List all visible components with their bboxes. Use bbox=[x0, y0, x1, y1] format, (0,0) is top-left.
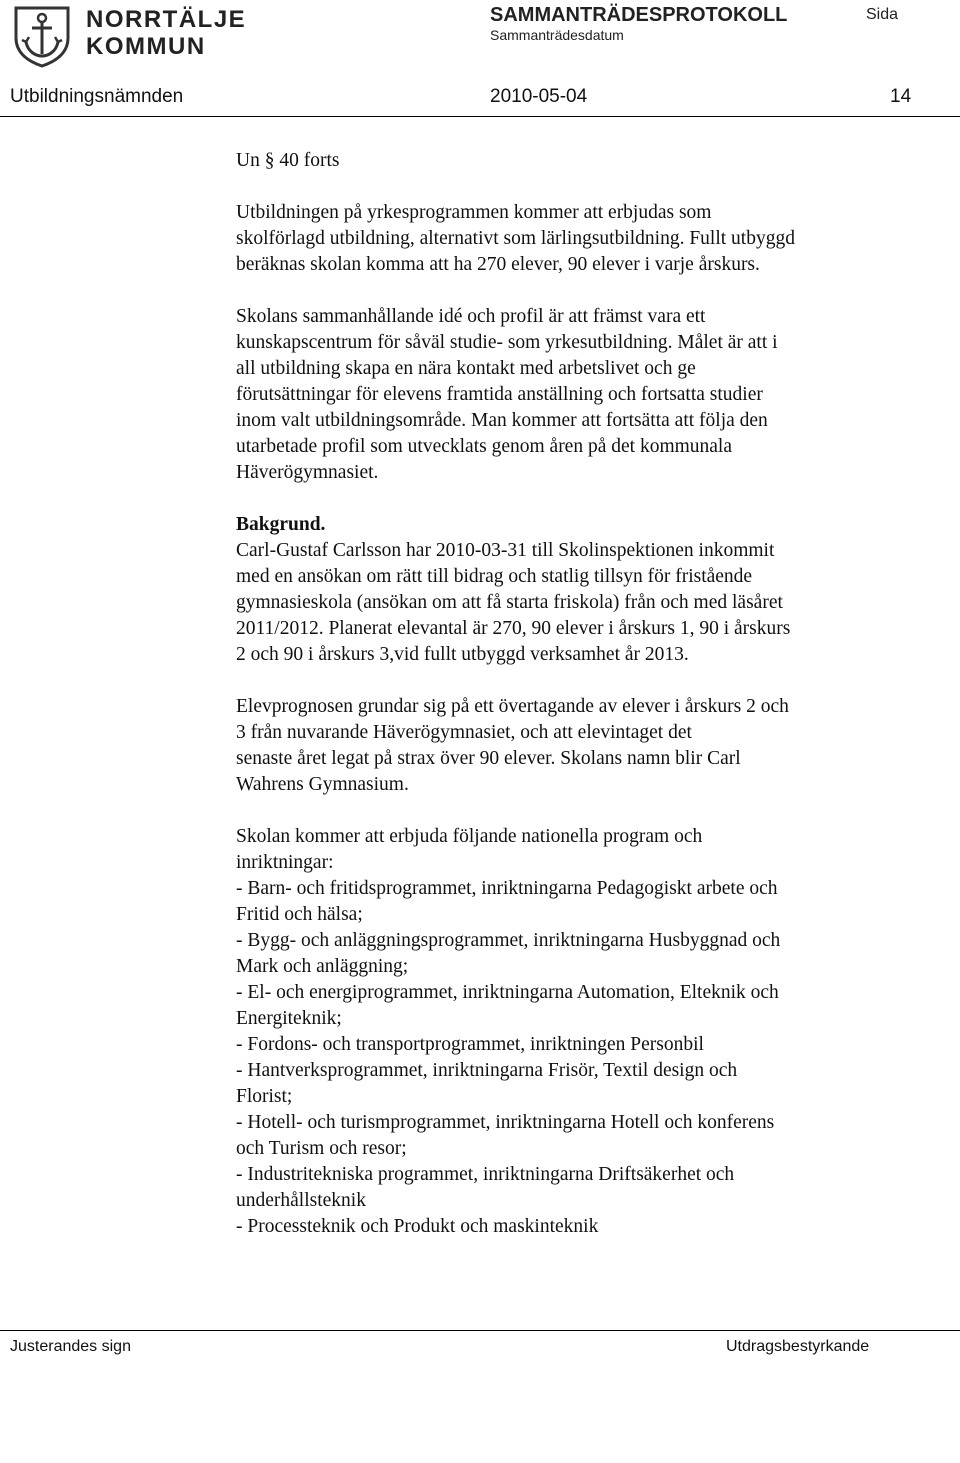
justerandes-sign-label: Justerandes sign bbox=[10, 1338, 131, 1355]
paragraph-4 bbox=[236, 694, 926, 798]
text-line: 2 och 90 i årskurs 3,vid fullt utbyggd verksamhet år 2013. bbox=[236, 644, 689, 665]
committee-name: Utbildningsnämnden bbox=[10, 86, 184, 107]
text-line: utarbetade profil som utvecklats genom åren på det kommunala bbox=[236, 436, 733, 457]
text-line: Utbildningen på yrkesprogrammen kommer att erbjudas som bbox=[236, 202, 712, 223]
signature-area-right bbox=[726, 1362, 946, 1442]
date-label: Sammanträdesdatum bbox=[490, 27, 624, 43]
list-item: och Turism och resor; bbox=[236, 1138, 407, 1159]
text-line: Skolan kommer att erbjuda följande nationella program och bbox=[236, 826, 703, 847]
list-item: - Bygg- och anläggningsprogrammet, inriktningarna Husbyggnad och bbox=[236, 930, 781, 951]
text-line: Häverögymnasiet. bbox=[236, 462, 379, 483]
document-title: SAMMANTRÄDESPROTOKOLL bbox=[490, 4, 788, 26]
utdragsbestyrkande-label: Utdragsbestyrkande bbox=[726, 1338, 870, 1355]
list-item: - Fordons- och transportprogrammet, inriktningen Personbil bbox=[236, 1034, 704, 1055]
text-line: 2011/2012. Planerat elevantal är 270, 90 elever i årskurs 1, 90 i årskurs bbox=[236, 618, 791, 639]
list-item: Mark och anläggning; bbox=[236, 956, 409, 977]
signature-area-left bbox=[10, 1362, 440, 1442]
text-line: Wahrens Gymnasium. bbox=[236, 774, 409, 795]
list-item: underhållsteknik bbox=[236, 1190, 366, 1211]
text-line: inom valt utbildningsområde. Man kommer att fortsätta att följa den bbox=[236, 410, 768, 431]
page-label: Sida bbox=[866, 6, 899, 23]
program-list bbox=[236, 824, 926, 1240]
list-item: - Hotell- och turismprogrammet, inriktningarna Hotell och konferens bbox=[236, 1112, 775, 1133]
organization-name bbox=[86, 6, 246, 60]
org-line-1: NORRTÄLJE bbox=[86, 6, 247, 33]
text-line: senaste året legat på strax över 90 elever. Skolans namn blir Carl bbox=[236, 748, 741, 769]
text-line: 3 från nuvarande Häverögymnasiet, och att elevintaget det bbox=[236, 722, 692, 743]
page-number: 14 bbox=[890, 86, 912, 107]
text-line: beräknas skolan komma att ha 270 elever, 90 elever i varje årskurs. bbox=[236, 254, 760, 275]
org-line-2: KOMMUN bbox=[86, 33, 206, 60]
paragraph-2 bbox=[236, 304, 926, 486]
background-heading: Bakgrund. bbox=[236, 514, 326, 535]
text-line: förutsättningar för elevens framtida anställning och fortsatta studier bbox=[236, 384, 763, 405]
meeting-date: 2010-05-04 bbox=[490, 86, 588, 107]
list-item: Fritid och hälsa; bbox=[236, 904, 363, 925]
text-line: med en ansökan om rätt till bidrag och statlig tillsyn för fristående bbox=[236, 566, 753, 587]
text-line: Skolans sammanhållande idé och profil är att främst vara ett bbox=[236, 306, 706, 327]
text-line: inriktningar: bbox=[236, 852, 334, 873]
text-line: gymnasieskola (ansökan om att få starta friskola) från och med läsåret bbox=[236, 592, 783, 613]
paragraph-3 bbox=[236, 538, 926, 668]
section-heading: Un § 40 forts bbox=[236, 150, 340, 171]
anchor-crest-icon bbox=[10, 4, 74, 68]
list-item: - Processteknik och Produkt och maskinteknik bbox=[236, 1216, 599, 1237]
list-item: Energiteknik; bbox=[236, 1008, 342, 1029]
text-line: kunskapscentrum för såväl studie- som yrkesutbildning. Målet är att i bbox=[236, 332, 778, 353]
list-item: Florist; bbox=[236, 1086, 293, 1107]
protocol-body bbox=[236, 148, 926, 1240]
header-divider bbox=[0, 116, 960, 117]
list-item: - El- och energiprogrammet, inriktningarna Automation, Elteknik och bbox=[236, 982, 779, 1003]
paragraph-1 bbox=[236, 200, 926, 278]
list-item: - Hantverksprogrammet, inriktningarna Frisör, Textil design och bbox=[236, 1060, 738, 1081]
text-line: Elevprognosen grundar sig på ett övertagande av elever i årskurs 2 och bbox=[236, 696, 789, 717]
text-line: all utbildning skapa en nära kontakt med arbetslivet och ge bbox=[236, 358, 696, 379]
text-line: Carl-Gustaf Carlsson har 2010-03-31 till Skolinspektionen inkommit bbox=[236, 540, 775, 561]
list-item: - Industritekniska programmet, inriktningarna Driftsäkerhet och bbox=[236, 1164, 735, 1185]
text-line: skolförlagd utbildning, alternativt som lärlingsutbildning. Fullt utbyggd bbox=[236, 228, 795, 249]
list-item: - Barn- och fritidsprogrammet, inriktningarna Pedagogiskt arbete och bbox=[236, 878, 778, 899]
footer-divider bbox=[0, 1330, 960, 1331]
